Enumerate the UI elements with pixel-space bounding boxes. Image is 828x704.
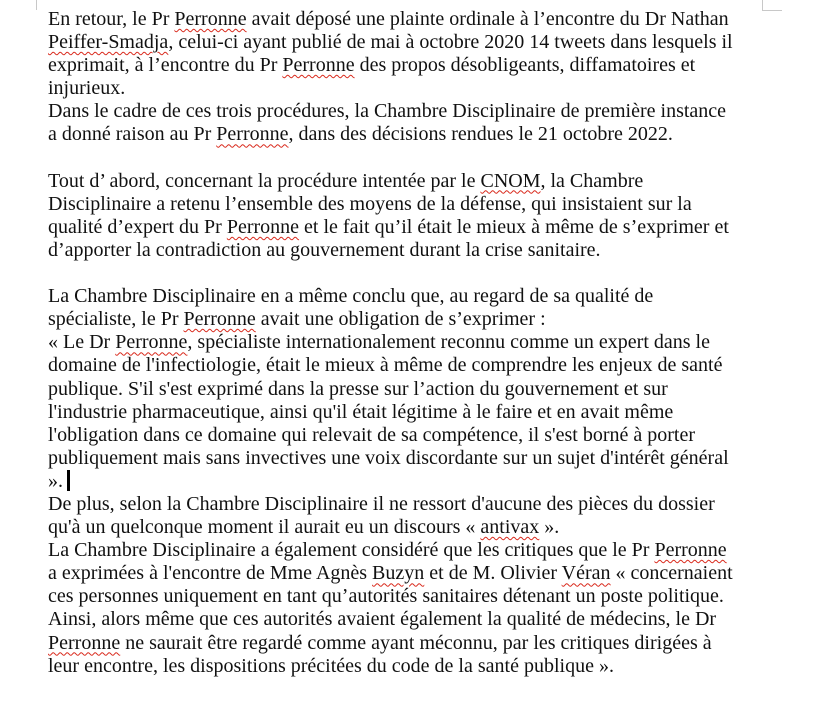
- text-line: [48, 447, 778, 470]
- text-segment: ».: [48, 469, 63, 492]
- text-segment: De plus, selon la Chambre Disciplinaire il ne ressort d'aucune des pièces du dossier: [48, 492, 715, 515]
- text-segment: injurieux.: [48, 77, 126, 100]
- text-line: [48, 170, 778, 193]
- text-segment: « concernaient: [610, 562, 733, 585]
- text-line: [48, 239, 778, 262]
- spellcheck-flagged-word: Perronne: [282, 54, 355, 77]
- text-segment: qu'à un quelconque moment il aurait eu un discours «: [48, 516, 481, 539]
- spellcheck-flagged-word: CNOM: [480, 169, 541, 192]
- text-segment: Disciplinaire a retenu l’ensemble des moyens de la défense, qui insistaient sur la: [48, 192, 692, 215]
- spellcheck-flagged-word: Perronne: [174, 8, 247, 30]
- text-line: [48, 539, 778, 562]
- text-line: [48, 308, 778, 331]
- text-segment: Dans le cadre de ces trois procédures, la Chambre Disciplinaire de première instance: [48, 100, 727, 123]
- spellcheck-flagged-word: Perronne: [216, 123, 289, 146]
- text-segment: , la Chambre: [540, 169, 644, 192]
- spellcheck-flagged-word: Perronne: [183, 308, 256, 331]
- text-segment: exprimait, à l’encontre du Pr: [48, 54, 283, 77]
- text-segment: d’apporter la contradiction au gouvernement durant la crise sanitaire.: [48, 238, 601, 261]
- text-segment: ne saurait être regardé comme ayant méconnu, par les critiques dirigées à: [120, 631, 712, 654]
- text-segment: Ainsi, alors même que ces autorités avaient également la qualité de médecins, le Dr: [48, 608, 717, 631]
- paragraph-spacer: [48, 262, 778, 285]
- text-segment: l'obligation dans ce domaine qui relevait de sa compétence, il s'est borné à porter: [48, 423, 695, 446]
- text-segment: publiquement mais sans invectives une voix discordante sur un sujet d'intérêt général: [48, 446, 729, 469]
- text-segment: a exprimées à l'encontre de Mme Agnès: [48, 562, 373, 585]
- text-line: [48, 8, 778, 31]
- text-segment: ces personnes uniquement en tant qu’autorités sanitaires détenant un poste politique.: [48, 585, 724, 608]
- text-line: [48, 632, 778, 655]
- text-line: [48, 378, 778, 401]
- text-line: [48, 216, 778, 239]
- spellcheck-flagged-word: Perronne: [48, 631, 121, 654]
- spellcheck-flagged-word: Perronne: [226, 215, 300, 238]
- text-line: [48, 285, 778, 308]
- text-line: [48, 354, 778, 377]
- text-segment: Tout d’ abord, concernant la procédure intentée par le: [48, 169, 481, 192]
- text-segment: qualité d’expert du Pr: [48, 215, 227, 238]
- text-segment: domaine de l'infectiologie, était le mieux à même de comprendre les enjeux de santé: [48, 354, 723, 377]
- text-segment: des propos désobligeants, diffamatoires et: [354, 54, 696, 77]
- text-segment: , celui-ci ayant publié de mai à octobre 2020 14 tweets dans lesquels il: [168, 31, 733, 54]
- text-segment: La Chambre Disciplinaire en a même conclu que, au regard de sa qualité de: [48, 285, 654, 308]
- text-segment: et de M. Olivier: [424, 562, 562, 585]
- text-cursor: [67, 470, 70, 491]
- text-line: [48, 31, 778, 54]
- text-segment: « Le Dr: [48, 331, 116, 354]
- text-segment: ».: [539, 516, 560, 539]
- paragraph-spacer: [48, 147, 778, 170]
- text-segment: , spécialiste internationalement reconnu comme un expert dans le: [187, 331, 710, 354]
- text-line: [48, 585, 778, 608]
- text-segment: leur encontre, les dispositions précitées du code de la santé publique ».: [48, 654, 614, 677]
- text-line: [48, 470, 778, 493]
- text-line: [48, 516, 778, 539]
- text-segment: La Chambre Disciplinaire a également considéré que les critiques que le Pr: [48, 539, 655, 562]
- spellcheck-flagged-word: Perronne: [654, 539, 727, 562]
- text-segment: et le fait qu’il était le mieux à même de s’exprimer et: [299, 215, 729, 238]
- text-line: [48, 193, 778, 216]
- text-line: [48, 100, 778, 123]
- text-segment: a donné raison au Pr: [48, 123, 217, 146]
- text-segment: avait déposé une plainte ordinale à l’encontre du Dr Nathan: [246, 8, 729, 30]
- text-line: [48, 562, 778, 585]
- text-line: [48, 655, 778, 678]
- text-line: [48, 331, 778, 354]
- text-line: [48, 401, 778, 424]
- document-body[interactable]: [48, 8, 778, 678]
- text-line: [48, 608, 778, 631]
- text-segment: , dans des décisions rendues le 21 octobre 2022.: [288, 123, 673, 146]
- spellcheck-flagged-word: Peiffer-Smadja: [48, 31, 169, 54]
- text-line: [48, 77, 778, 100]
- text-line: [48, 424, 778, 447]
- spellcheck-flagged-word: Perronne: [115, 331, 188, 354]
- text-segment: En retour, le Pr: [48, 8, 175, 30]
- spellcheck-flagged-word: antivax: [480, 516, 540, 539]
- text-segment: avait une obligation de s’exprimer :: [255, 308, 546, 331]
- text-segment: spécialiste, le Pr: [48, 308, 184, 331]
- text-line: [48, 493, 778, 516]
- page-margin-corner-left: [36, 0, 37, 10]
- spellcheck-flagged-word: Véran: [561, 562, 611, 585]
- text-line: [48, 54, 778, 77]
- text-line: [48, 123, 778, 146]
- text-segment: l'industrie pharmaceutique, ainsi qu'il était légitime à le faire et en avait même: [48, 400, 674, 423]
- text-segment: publique. S'il s'est exprimé dans la presse sur l’action du gouvernement et sur: [48, 377, 668, 400]
- spellcheck-flagged-word: Buzyn: [372, 562, 425, 585]
